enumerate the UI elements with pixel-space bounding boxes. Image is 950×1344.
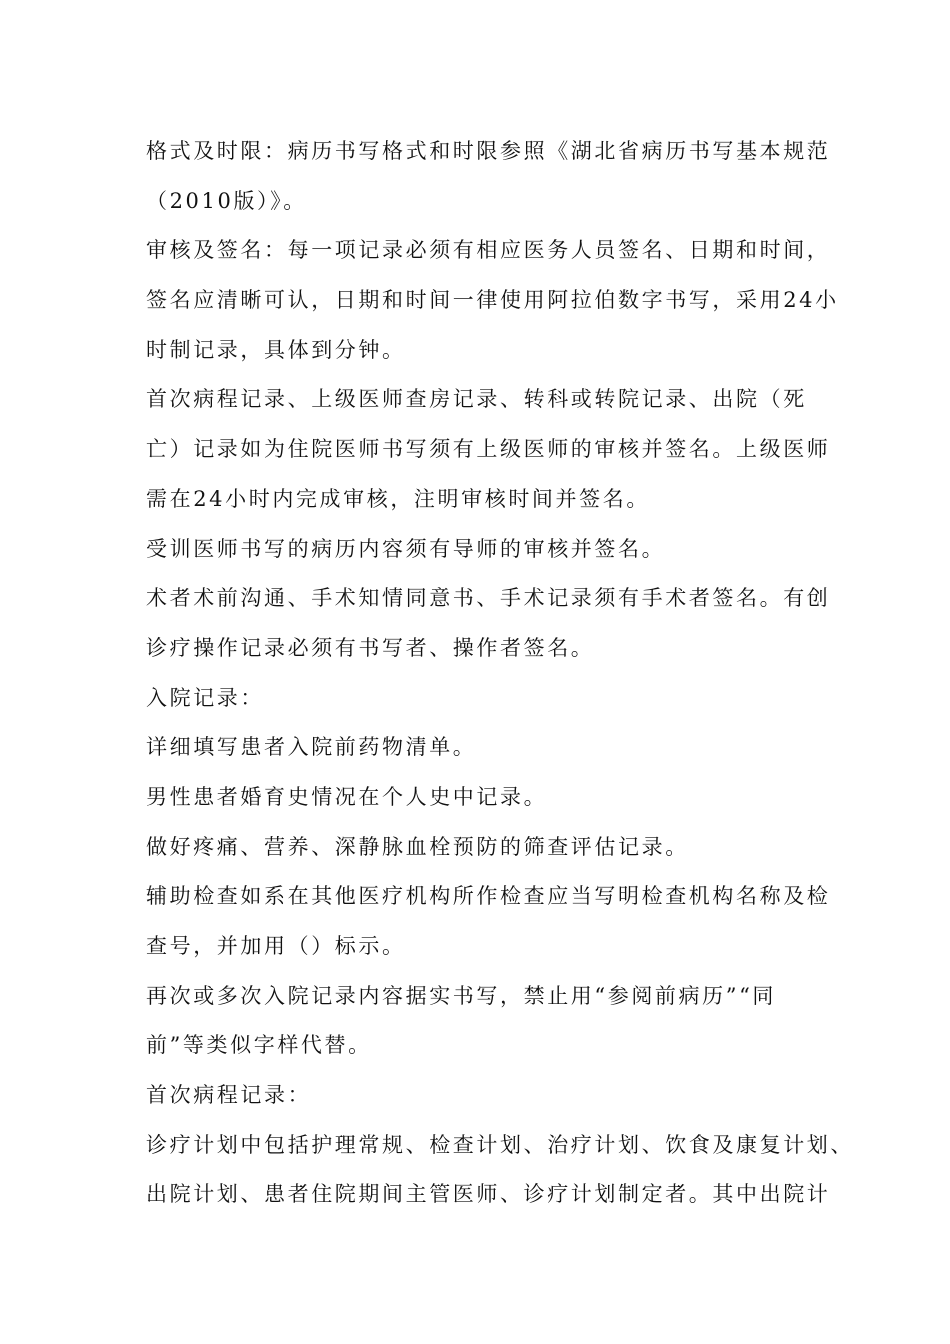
text-line: 辅助检查如系在其他医疗机构所作检查应当写明检查机构名称及检 (146, 884, 831, 909)
text-line: 详细填写患者入院前药物清单。 (146, 735, 477, 760)
text-line: 受训医师书写的病历内容须有导师的审核并签名。 (146, 536, 666, 561)
text-line: 再次或多次入院记录内容据实书写，禁止用“参阅前病历”“同 (146, 983, 777, 1008)
text-line: 术者术前沟通、手术知情同意书、手术记录须有手术者签名。有创 (146, 586, 831, 611)
text-line: 做好疼痛、营养、深静脉血栓预防的筛查评估记录。 (146, 834, 689, 859)
text-line: 需在24小时内完成审核，注明审核时间并签名。 (146, 486, 650, 511)
text-line: 查号，并加用（）标示。 (146, 934, 406, 958)
text-line: 审核及签名：每一项记录必须有相应医务人员签名、日期和时间， (146, 238, 831, 263)
text-line: 前”等类似字样代替。 (146, 1033, 372, 1058)
text-line: 首次病程记录、上级医师查房记录、转科或转院记录、出院（死 (146, 387, 807, 412)
text-line: 亡）记录如为住院医师书写须有上级医师的审核并签名。上级医师 (146, 437, 831, 462)
text-line: 诊疗操作记录必须有书写者、操作者签名。 (146, 635, 595, 660)
text-line: 格式及时限：病历书写格式和时限参照《湖北省病历书写基本规范 (146, 139, 831, 163)
section-heading: 入院记录： (146, 685, 264, 710)
text-line: 诊疗计划中包括护理常规、检查计划、治疗计划、饮食及康复计划、 (146, 1132, 854, 1157)
text-line: 签名应清晰可认，日期和时间一律使用阿拉伯数字书写，采用24小 (146, 288, 839, 313)
section-heading: 首次病程记录： (146, 1083, 312, 1108)
body-text (146, 127, 854, 1220)
text-line: 时制记录，具体到分钟。 (146, 337, 406, 362)
text-line: 出院计划、患者住院期间主管医师、诊疗计划制定者。其中出院计 (146, 1182, 831, 1207)
text-line: （2010版）》。 (146, 188, 307, 213)
text-line: 男性患者婚育史情况在个人史中记录。 (146, 784, 548, 809)
